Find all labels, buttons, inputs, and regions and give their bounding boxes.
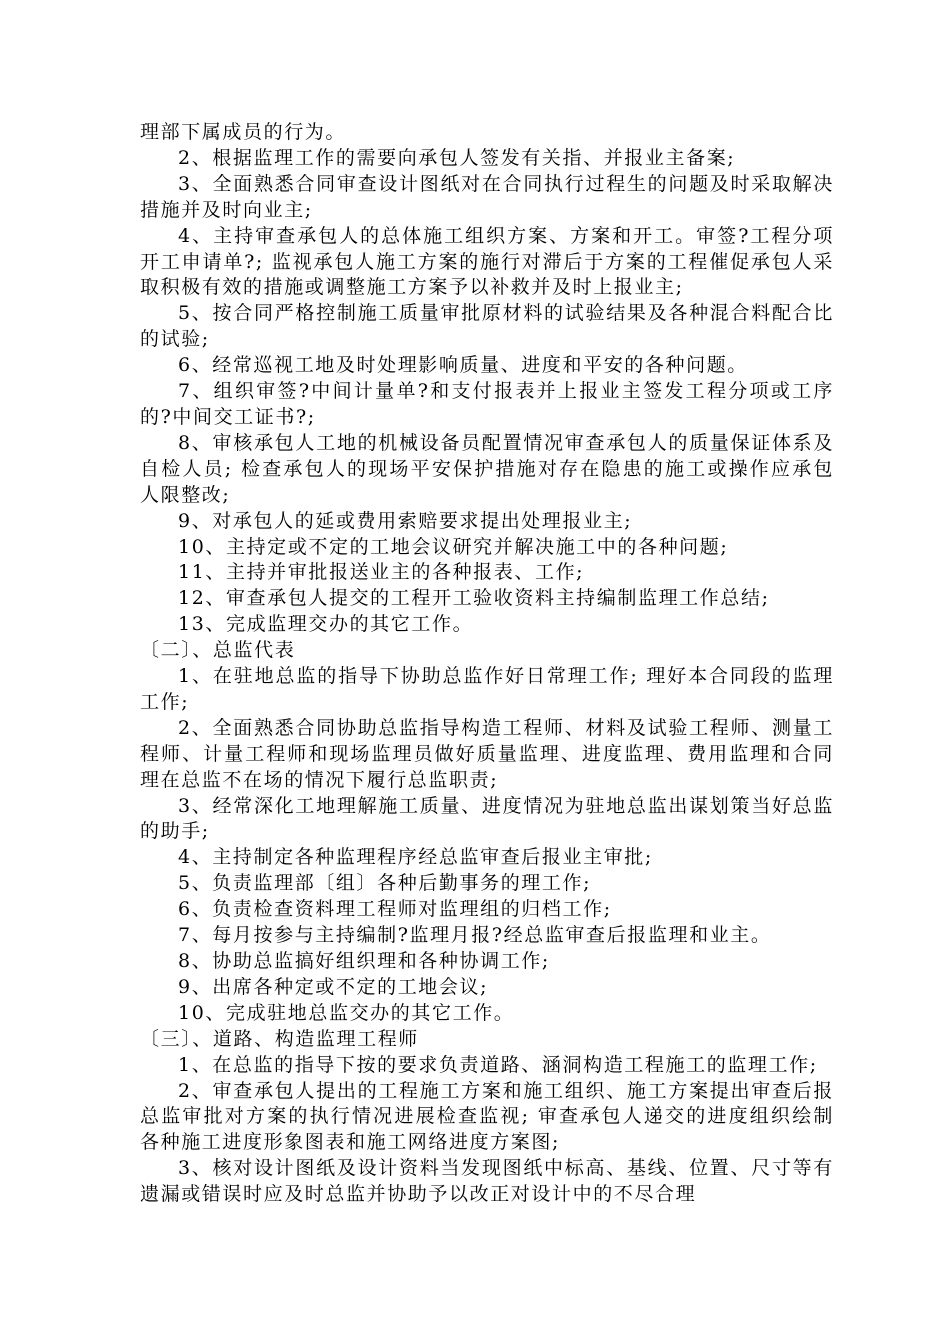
- paragraph: 8、审核承包人工地的机械设备员配置情况审查承包人的质量保证体系及自检人员; 检查承包人的现场平安保护措施对存在隐患的施工或操作应承包人限整改;: [140, 431, 834, 506]
- paragraph: 3、经常深化工地理解施工质量、进度情况为驻地总监出谋划策当好总监的助手;: [140, 794, 834, 843]
- paragraph: 5、按合同严格控制施工质量审批原材料的试验结果及各种混合料配合比的试验;: [140, 302, 834, 351]
- paragraph: 4、主持制定各种监理程序经总监审查后报业主审批;: [178, 846, 653, 869]
- paragraph: 2、审查承包人提出的工程施工方案和施工组织、施工方案提出审查后报总监审批对方案的执行情况进展检查监视; 审查承包人递交的进度组织绘制各种施工进度形象图表和施工网络进度方案图;: [140, 1079, 834, 1154]
- paragraph: 3、全面熟悉合同审查设计图纸对在合同执行过程生的问题及时采取解决措施并及时向业主;: [140, 172, 834, 221]
- paragraph: 4、主持审查承包人的总体施工组织方案、方案和开工。审签?工程分项开工申请单?; 监视承包人施工方案的施行对滞后于方案的工程催促承包人采取积极有效的措施或调整施工方案予以补救并及时上报业主;: [140, 224, 834, 299]
- section-heading: 〔三〕、道路、构造监理工程师: [140, 1027, 419, 1050]
- paragraph: 1、在驻地总监的指导下协助总监作好日常理工作; 理好本合同段的监理工作;: [140, 665, 834, 713]
- paragraph: 9、出席各种定或不定的工地会议;: [178, 975, 489, 998]
- paragraph: 10、完成驻地总监交办的其它工作。: [178, 1001, 515, 1024]
- paragraph: 13、完成监理交办的其它工作。: [178, 613, 474, 636]
- paragraph: 11、主持并审批报送业主的各种报表、工作;: [178, 561, 585, 584]
- paragraph: 6、负责检查资料理工程师对监理组的归档工作;: [178, 898, 612, 921]
- section-heading: 〔二〕、总监代表: [140, 639, 296, 662]
- paragraph: 8、协助总监搞好组织理和各种协调工作;: [178, 950, 550, 972]
- paragraph: 6、经常巡视工地及时处理影响质量、进度和平安的各种问题。: [178, 354, 748, 377]
- paragraph: 7、每月按参与主持编制?监理月报?经总监审查后报监理和业主。: [178, 924, 772, 947]
- document-page: [140, 120, 834, 1208]
- paragraph: 1、在总监的指导下按的要求负责道路、涵洞构造工程施工的监理工作;: [178, 1053, 818, 1076]
- paragraph: 2、根据监理工作的需要向承包人签发有关指、并报业主备案;: [178, 146, 736, 169]
- paragraph: 12、审查承包人提交的工程开工验收资料主持编制监理工作总结;: [178, 587, 770, 610]
- paragraph: 5、负责监理部〔组〕各种后勤事务的理工作;: [178, 872, 592, 895]
- paragraph: 2、全面熟悉合同协助总监指导构造工程师、材料及试验工程师、测量工程师、计量工程师和现场监理员做好质量监理、进度监理、费用监理和合同理在总监不在场的情况下履行总监职责;: [140, 716, 834, 791]
- paragraph: 理部下属成员的行为。: [140, 121, 347, 143]
- paragraph: 3、核对设计图纸及设计资料当发现图纸中标高、基线、位置、尺寸等有遗漏或错误时应及时总监并协助予以改正对设计中的不尽合理: [140, 1157, 834, 1206]
- paragraph: 7、组织审签?中间计量单?和支付报表并上报业主签发工程分项或工序的?中间交工证书?;: [140, 380, 834, 428]
- paragraph: 10、主持定或不定的工地会议研究并解决施工中的各种问题;: [178, 535, 729, 558]
- paragraph: 9、对承包人的延或费用索赔要求提出处理报业主;: [178, 509, 633, 532]
